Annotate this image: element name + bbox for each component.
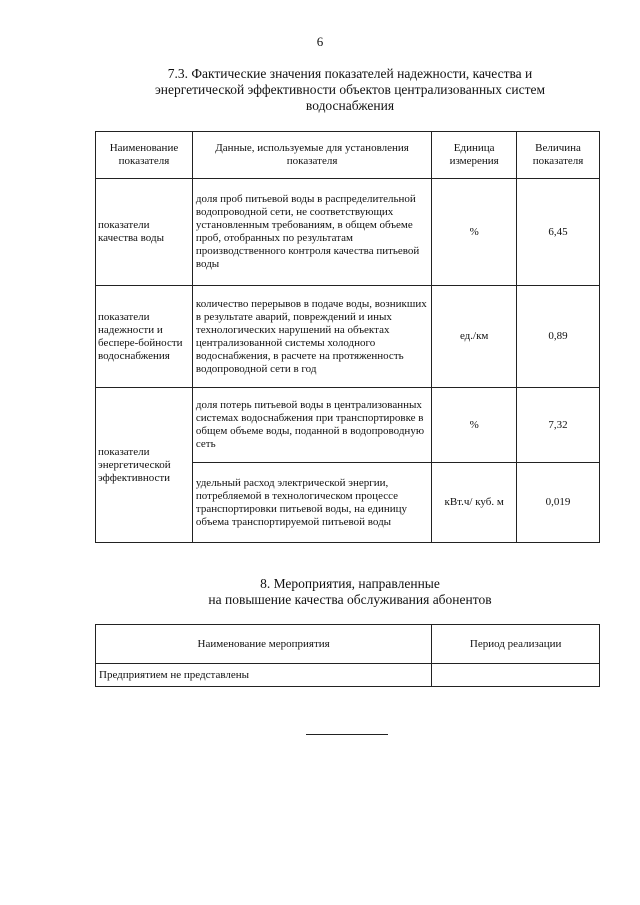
indicator-unit: % [432,179,517,286]
indicator-unit: кВт.ч/ куб. м [432,463,517,543]
table-header-row [96,132,600,179]
title-line: на повышение качества обслуживания абонентов [208,592,492,607]
indicator-unit: ед./км [432,286,517,388]
title-line: 7.3. Фактические значения показателей надежности, качества и [167,66,533,81]
indicator-value: 6,45 [517,179,600,286]
indicator-data: удельный расход электрической энергии, потребляемой в технологическом процессе транспортировки питьевой воды, на единицу объема транспортируемой питьевой воды [192,463,431,543]
indicator-group-name: показатели энергетической эффективности [96,388,193,543]
indicator-data: доля потерь питьевой воды в централизованных системах водоснабжения при транспортировке в общем объеме воды, поданной в водопроводную сеть [192,388,431,463]
table-row [96,179,600,286]
indicators-table [95,131,600,543]
table-row [96,388,600,463]
header-source-data: Данные, используемые для установления показателя [192,132,431,179]
indicator-group-name: показатели надежности и беспере-бойности водоснабжения [96,286,193,388]
header-measure-name: Наименование мероприятия [96,625,432,664]
indicator-group-name: показатели качества воды [96,179,193,286]
indicator-value: 0,89 [517,286,600,388]
header-period: Период реализации [432,625,600,664]
indicator-value: 7,32 [517,388,600,463]
page-number: 6 [316,34,324,49]
title-line: водоснабжения [305,98,395,113]
indicator-data: количество перерывов в подаче воды, возникших в результате аварий, повреждений и иных технологических нарушений на объектах централизованной системы холодного водоснабжения, в расчете на протяженность водопроводной сети в год [192,286,431,388]
table-row [96,286,600,388]
table-header-row [96,625,600,664]
header-unit: Единица измерения [432,132,517,179]
measure-name: Предприятием не представлены [96,664,432,687]
indicator-data: доля проб питьевой воды в распределительной водопроводной сети, не соответствующих установленным требованиям, в общем объеме проб, отобранных по результатам производственного контроля качества питьевой воды [192,179,431,286]
measures-table [95,624,600,687]
title-line: энергетической эффективности объектов централизованных систем [154,82,546,97]
signature-rule [306,734,388,735]
header-indicator-name: Наименование показателя [96,132,193,179]
title-line: 8. Мероприятия, направленные [260,576,440,591]
header-value: Величина показателя [517,132,600,179]
indicator-value: 0,019 [517,463,600,543]
measure-period [432,664,600,687]
section-title-7-3 [130,66,570,114]
indicator-unit: % [432,388,517,463]
table-row [96,664,600,687]
section-title-8 [130,576,570,608]
